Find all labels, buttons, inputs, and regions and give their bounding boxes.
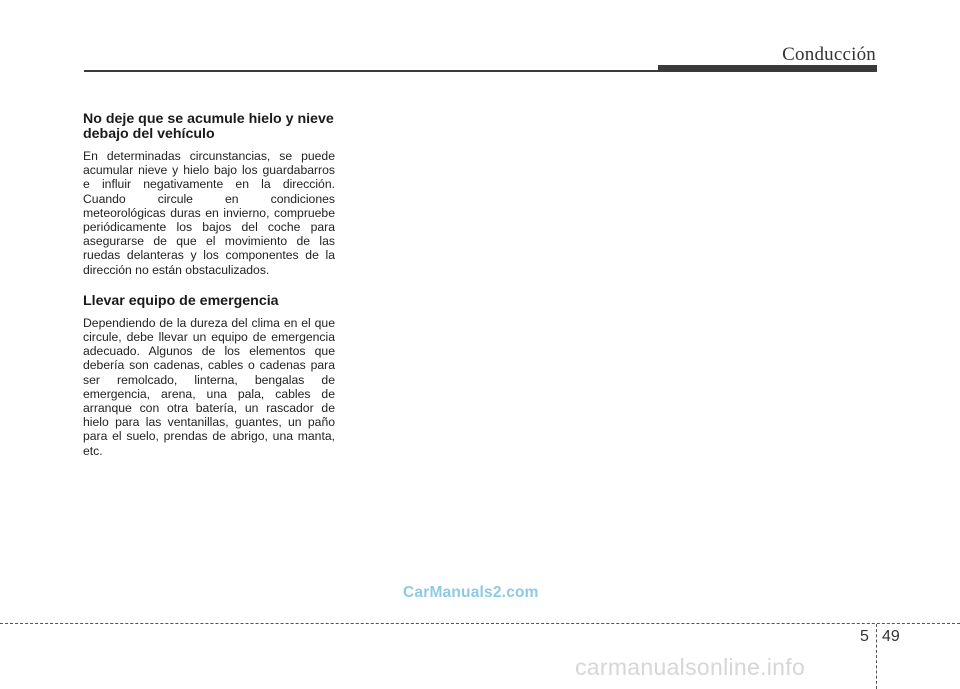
header-rule-accent xyxy=(658,65,877,72)
carmanuals-watermark[interactable]: CarManuals2.com xyxy=(403,584,539,601)
main-content xyxy=(83,112,335,458)
section-body: Dependiendo de la dureza del clima en el que circule, debe llevar un equipo de emergencia adecuado. Algunos de los elementos que debería son cadenas, cables o cadenas para ser remolcado, linterna, bengalas de emergencia, arena, una pala, cables de arranque con otra batería, un rascador de hielo para las ventanillas, guantes, un paño para el suelo, prendas de abrigo, una manta, etc. xyxy=(83,315,335,458)
section-heading: Llevar equipo de emergencia xyxy=(83,292,279,309)
site-watermark: carmanualsonline.info xyxy=(575,654,806,680)
section-heading: No deje que se acumule hielo y nieve debajo del vehículo xyxy=(83,111,334,142)
section-body: En determinadas circunstancias, se puede acumular nieve y hielo bajo los guardabarros e influir negativamente en la dirección. Cuando circule en condiciones meteorológicas duras en invierno, compruebe periódicamente los bajos del coche para asegurarse de que el movimiento de las ruedas delanteras y los componentes de la dirección no están obstaculizados. xyxy=(83,149,335,277)
footer-rule xyxy=(0,623,960,624)
section-ice-snow xyxy=(83,112,335,277)
chapter-number: 5 xyxy=(860,628,869,645)
chapter-title: Conducción xyxy=(782,44,876,65)
page-number: 49 xyxy=(882,628,900,645)
footer-divider xyxy=(876,624,877,689)
section-emergency-equipment xyxy=(83,294,335,458)
header-rule xyxy=(84,70,664,72)
